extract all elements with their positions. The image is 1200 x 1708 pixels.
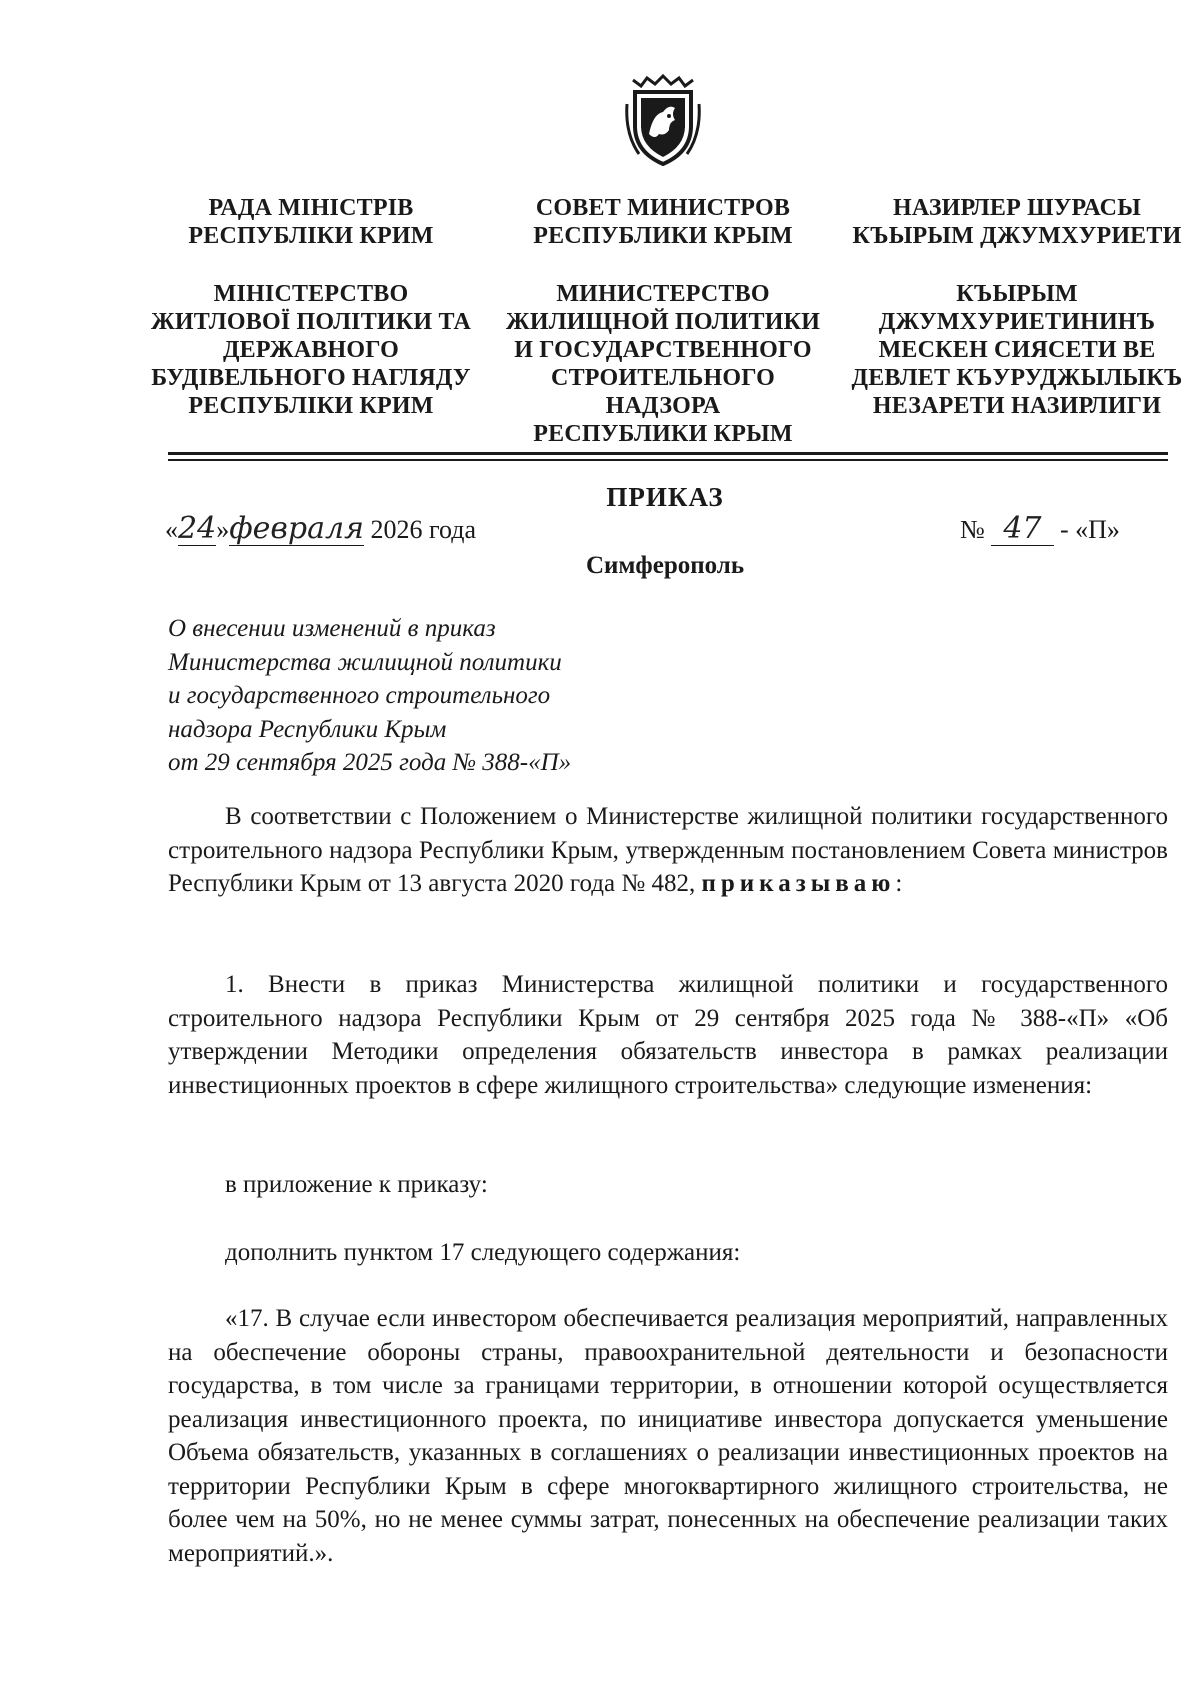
item-1-paragraph: [168, 968, 1168, 1102]
preamble-text: В соответствии с Положением о Министерстве жилищной политики государственного строительного надзора Республики Крым, утвержденным постановлением Совета министров Республики Крым от 13 августа 2020 года № 482,: [168, 803, 1168, 897]
header-line: МИНИСТЕРСТВО: [556, 281, 770, 307]
header-line: БУДІВЕЛЬНОГО НАГЛЯДУ: [151, 365, 471, 391]
header-line: СТРОИТЕЛЬНОГО: [551, 365, 775, 391]
header-line: ЖИТЛОВОЇ ПОЛІТИКИ ТА: [150, 309, 472, 335]
preamble-paragraph: [168, 800, 1168, 901]
date-month: [229, 511, 364, 546]
number-prefix: №: [960, 515, 985, 544]
header-ru-council: [488, 194, 838, 250]
header-line: ДЕВЛЕТ КЪУРУДЖЫЛЫКЪ: [851, 365, 1183, 391]
crimea-coat-of-arms-icon: [625, 74, 701, 170]
document-date: [165, 511, 476, 546]
header-line: НАЗИРЛЕР ШУРАСЫ: [893, 195, 1141, 221]
command-colon: :: [895, 870, 903, 897]
header-ua-council: [136, 194, 486, 250]
subject-line: и государственного строительного: [168, 682, 551, 709]
date-year: 2026 года: [370, 515, 476, 544]
header-line: КЪЫРЫМ: [956, 281, 1078, 307]
number-value: [991, 511, 1053, 546]
header-line: ДЕРЖАВНОГО: [222, 337, 400, 363]
date-month-handwritten: февраля: [229, 511, 364, 546]
subject-line: от 29 сентября 2025 года № 388-«П»: [168, 749, 572, 776]
header-line: РЕСПУБЛІКИ КРИМ: [188, 223, 434, 249]
item-1-text: 1. Внести в приказ Министерства жилищной политики и государственного строительного надзора Республики Крым от 29 сентября 2025 года № 388-«П» «Об утверждении Методики определения обязательств инвестора в рамках реализации инвестиционных проектов в сфере жилищного строительства» следующие изменения:: [168, 971, 1168, 1099]
appendix-paragraph: [168, 1168, 1168, 1202]
header-ct-ministry: [832, 280, 1200, 420]
item-17-paragraph: [168, 1302, 1168, 1570]
subject-line: надзора Республики Крым: [168, 715, 447, 743]
item-17-text: «17. В случае если инвестором обеспечивается реализация мероприятий, направленных на обеспечение обороны страны, правоохранительной деятельности и безопасности государства, в том числе за границами территории, в отношении которой осуществляется реализация инвестиционного проекта, по инициативе инвестора допускается уменьшение Объема обязательств, указанных в соглашениях о реализации инвестиционных проектов на территории Республики Крым в сфере многоквартирного жилищного строительства, не более чем на 50%, но не менее суммы затрат, понесенных на обеспечение реализации таких мероприятий.».: [168, 1305, 1168, 1567]
header-line: РЕСПУБЛИКИ КРЫМ: [533, 421, 793, 447]
header-line: РЕСПУБЛІКИ КРИМ: [188, 393, 434, 419]
header-line: МЕСКЕН СИЯСЕТИ ВЕ: [878, 337, 1156, 363]
header-line: НАДЗОРА: [605, 393, 721, 419]
supplement-text: дополнить пунктом 17 следующего содержания:: [225, 1239, 741, 1266]
command-word: приказываю: [701, 870, 896, 897]
header-ua-ministry: [136, 280, 486, 420]
number-value-handwritten: 47: [1003, 511, 1042, 546]
number-suffix: - «П»: [1060, 515, 1120, 544]
date-open-quote: «: [165, 515, 178, 544]
date-day: [178, 511, 217, 546]
subject-line: Министерства жилищной политики: [168, 648, 562, 676]
header-line: РЕСПУБЛИКИ КРЫМ: [533, 223, 793, 249]
header-line: И ГОСУДАРСТВЕННОГО: [514, 337, 812, 363]
date-day-handwritten: 24: [178, 511, 217, 546]
header-line: КЪЫРЫМ ДЖУМХУРИЕТИ: [852, 223, 1182, 249]
appendix-text: в приложение к приказу:: [225, 1171, 488, 1198]
header-ct-council: [832, 194, 1200, 250]
document-title: ПРИКАЗ: [606, 482, 724, 512]
header-line: ЖИЛИЩНОЙ ПОЛИТИКИ: [505, 309, 821, 335]
subject-line: О внесении изменений в приказ: [168, 615, 496, 642]
header-divider: [168, 452, 1168, 455]
header-line: МІНІСТЕРСТВО: [213, 281, 409, 307]
document-city: Симферополь: [585, 552, 745, 579]
header-divider-thin: [168, 459, 1168, 461]
header-ru-ministry: [488, 280, 838, 448]
document-number: [960, 511, 1120, 546]
supplement-paragraph: [168, 1236, 1168, 1270]
header-line: ДЖУМХУРИЕТИНИНЪ: [878, 309, 1156, 335]
header-line: СОВЕТ МИНИСТРОВ: [535, 195, 791, 221]
date-close-quote: »: [216, 515, 230, 544]
document-subject: [168, 612, 768, 780]
header-line: РАДА МІНІСТРІВ: [208, 195, 414, 221]
header-line: НЕЗАРЕТИ НАЗИРЛИГИ: [872, 393, 1162, 419]
